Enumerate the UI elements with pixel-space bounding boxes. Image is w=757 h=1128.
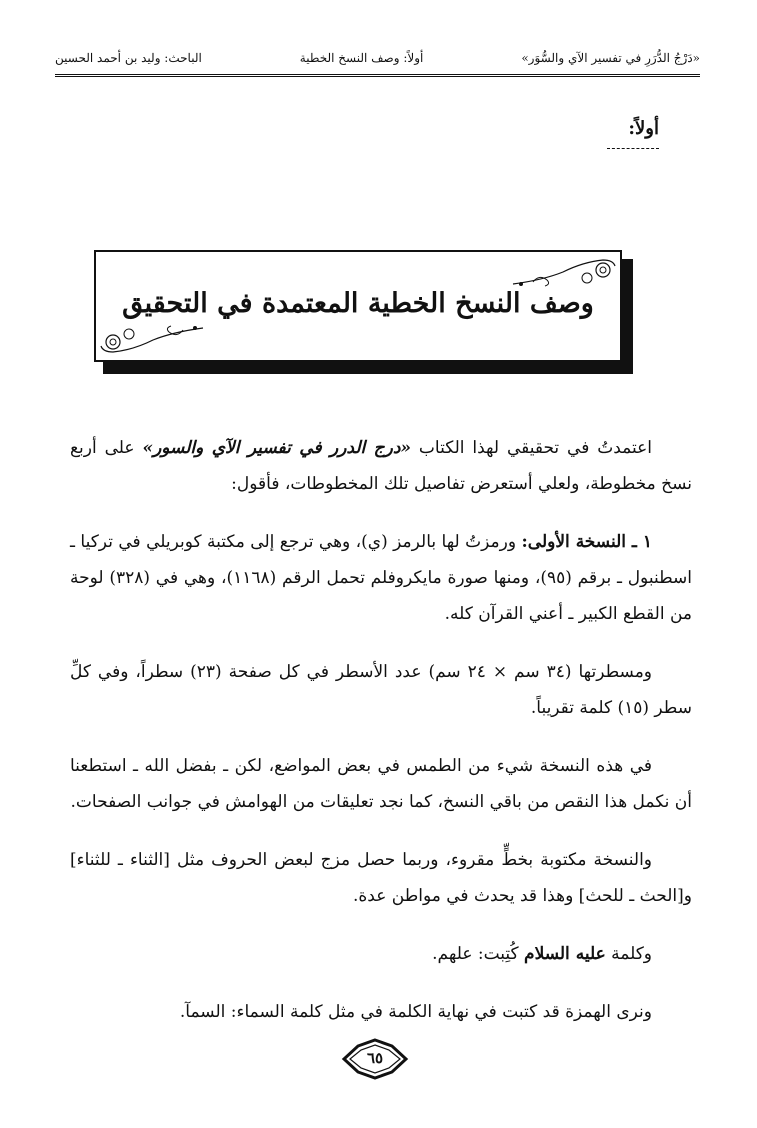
header-rule xyxy=(55,74,700,77)
body-text xyxy=(70,430,692,1052)
running-header xyxy=(55,40,700,76)
title-box xyxy=(94,250,622,362)
manuscript-label: ١ ـ النسخة الأولى: xyxy=(521,532,652,552)
header-book-title: «دَرْجُ الدُّرَرِ في تفسير الآي والسُّوَر» xyxy=(521,51,700,65)
header-section: أولاً: وصف النسخ الخطية xyxy=(299,51,424,65)
honorific-glyph: عليه السلام xyxy=(524,944,606,964)
paragraph-1: اعتمدتُ في تحقيقي لهذا الكتاب «درج الدرر في تفسير الآي والسور» على أربع نسخ مخطوطة، ولعلي أستعرض تفاصيل تلك المخطوطات، فأقول: xyxy=(70,438,692,494)
paragraph-3: ومسطرتها (٣٤ سم × ٢٤ سم) عدد الأسطر في كل صفحة (٢٣) سطراً، وفي كلِّ سطر (١٥) كلمة تقريباً. xyxy=(70,662,692,718)
paragraph-2: ١ ـ النسخة الأولى: ورمزتُ لها بالرمز (ي)، وهي ترجع إلى مكتبة كوبريلي في تركيا ـ اسطنبول ـ برقم (٩٥)، ومنها صورة مايكروفلم تحمل الرقم (١١٦٨)، وهي في (٣٢٨) لوحة من القطع الكبير ـ أعني القرآن كله. xyxy=(70,532,693,624)
section-underline xyxy=(607,148,659,149)
ornament-bottom-left-icon xyxy=(98,320,213,358)
paragraph-5: والنسخة مكتوبة بخطٍّ مقروء، وربما حصل مزج لبعض الحروف مثل [الثناء ـ للثناء] و[الحث ـ للحث] وهذا قد يحدث في مواطن عدة. xyxy=(70,850,692,906)
chapter-title: وصف النسخ الخطية المعتمدة في التحقيق xyxy=(122,288,594,319)
ornament-top-right-icon xyxy=(503,254,618,292)
paragraph-6: وكلمة عليه السلام كُتِبت: علهم. xyxy=(432,944,652,964)
section-mark: أولاً: xyxy=(628,118,659,139)
paragraph-7: ونرى الهمزة قد كتبت في نهاية الكلمة في مثل كلمة السماء: السمآ. xyxy=(179,1002,652,1022)
page-number-frame xyxy=(340,1038,410,1080)
book-title-quote: «درج الدرر في تفسير الآي والسور» xyxy=(142,438,412,458)
page-number: ٦٥ xyxy=(366,1049,384,1067)
header-researcher: الباحث: وليد بن أحمد الحسين xyxy=(55,51,202,65)
paragraph-4: في هذه النسخة شيء من الطمس في بعض المواضع، لكن ـ بفضل الله ـ استطعنا أن نكمل هذا النقص من باقي النسخ، كما نجد تعليقات من الهوامش في جوانب الصفحات. xyxy=(70,756,692,812)
